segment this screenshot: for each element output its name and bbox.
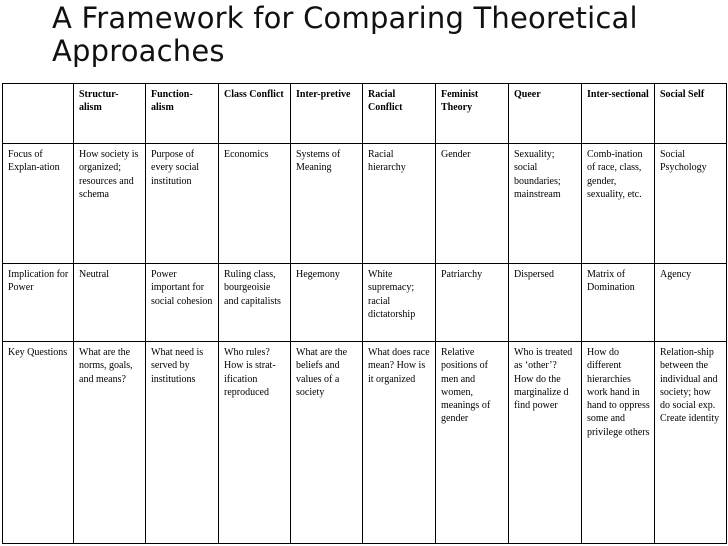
table-cell: Sexuality; social boundaries; mainstream [509,144,582,264]
table-cell: Patriarchy [436,264,509,342]
table-cell: Relation-ship between the individual and society; how do social exp. Create identity [655,342,727,544]
slide-title-line-1: A Framework for Comparing Theoretical [52,1,638,35]
table-cell: Ruling class, bourgeoisie and capitalists [219,264,291,342]
table-cell: Who rules? How is strat-ification reproduced [219,342,291,544]
table-cell: Gender [436,144,509,264]
row-label-focus: Focus of Explan-ation [3,144,74,264]
table-cell: How do different hierarchies work hand in hand to oppress some and privilege others [582,342,655,544]
table-cell: Who is treated as ‘other’? How do the marginalize d find power [509,342,582,544]
table-cell: Relative positions of men and women, meanings of gender [436,342,509,544]
table-cell: What are the beliefs and values of a society [291,342,363,544]
header-structuralism: Structur-alism [74,84,146,144]
table-cell: How society is organized; resources and schema [74,144,146,264]
header-class-conflict: Class Conflict [219,84,291,144]
table-cell: What need is served by institutions [146,342,219,544]
table-cell: Purpose of every social institution [146,144,219,264]
header-corner-cell [3,84,74,144]
slide-title-line-2: Approaches [52,34,225,68]
header-racial-conflict: Racial Conflict [363,84,436,144]
table-cell: Racial hierarchy [363,144,436,264]
header-intersectional: Inter-sectional [582,84,655,144]
header-interpretive: Inter-pretive [291,84,363,144]
table-cell: Economics [219,144,291,264]
table-cell: Agency [655,264,727,342]
table-row-power [3,264,727,342]
table-cell: Dispersed [509,264,582,342]
table-cell: What are the norms, goals, and means? [74,342,146,544]
slide-title [52,2,722,68]
table-cell: Matrix of Domination [582,264,655,342]
table-cell: Systems of Meaning [291,144,363,264]
table-row-questions [3,342,727,544]
header-functionalism: Function-alism [146,84,219,144]
header-social-self: Social Self [655,84,727,144]
table-row-focus [3,144,727,264]
table-cell: Social Psychology [655,144,727,264]
header-feminist-theory: Feminist Theory [436,84,509,144]
table-header-row [3,84,727,144]
table-cell: What does race mean? How is it organized [363,342,436,544]
comparison-table [2,83,727,544]
row-label-questions: Key Questions [3,342,74,544]
table-cell: Hegemony [291,264,363,342]
table-cell: Neutral [74,264,146,342]
table-cell: White supremacy; racial dictatorship [363,264,436,342]
table-cell: Comb-ination of race, class, gender, sexuality, etc. [582,144,655,264]
table-cell: Power important for social cohesion [146,264,219,342]
row-label-power: Implication for Power [3,264,74,342]
header-queer: Queer [509,84,582,144]
